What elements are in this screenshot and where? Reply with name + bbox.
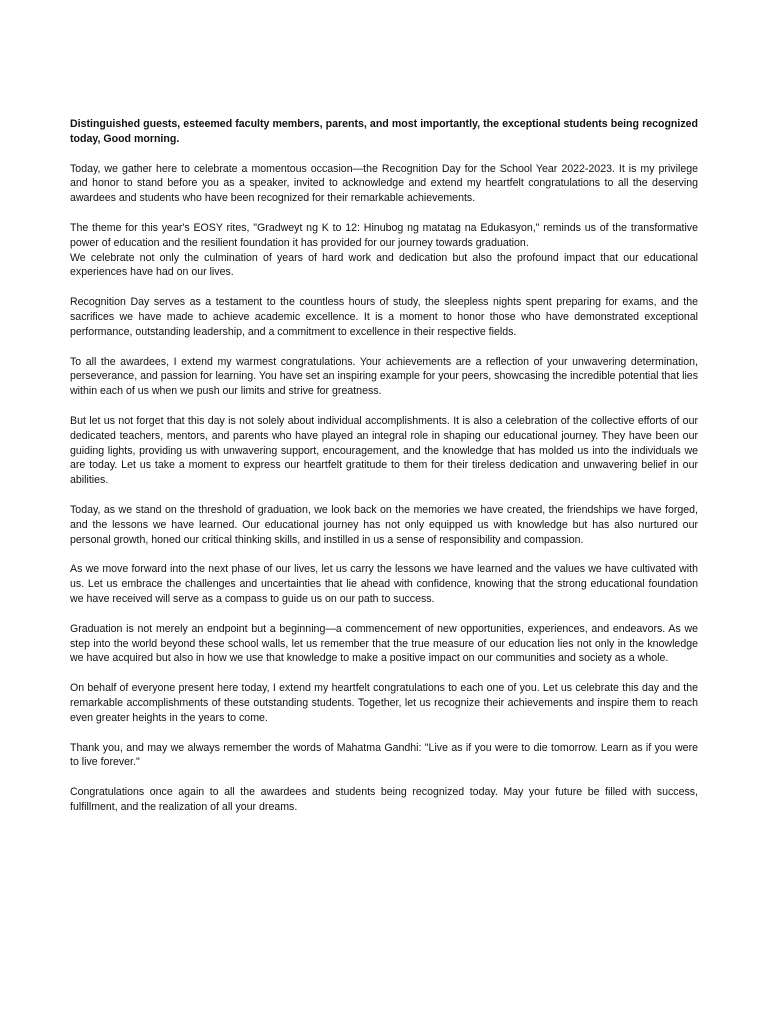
paragraph-opening: Today, we gather here to celebrate a momentous occasion—the Recognition Day for the School Year 2022-2023. It is my privilege and honor to stand before you as a speaker, invited to acknowledge and extend my heartfelt congratulations to all the deserving awardees and students who have been recognized for their remarkable achievements. xyxy=(70,162,698,205)
paragraph-theme: The theme for this year's EOSY rites, "Gradweyt ng K to 12: Hinubog ng matatag na Edukasyon," reminds us of the transformative power of education and the resilient foundation it has provided for our journey towards graduation. xyxy=(70,221,698,249)
paragraph-celebrate: We celebrate not only the culmination of years of hard work and dedication but also the profound impact that our educational experiences have had on our lives. xyxy=(70,251,698,279)
paragraph-recognition-day: Recognition Day serves as a testament to the countless hours of study, the sleepless nights spent preparing for exams, and the sacrifices we have made to achieve academic excellence. It is a moment to honor those who have demonstrated exceptional performance, outstanding leadership, and a commitment to excellence in their respective fields. xyxy=(70,296,698,338)
paragraph-gandhi-quote: Thank you, and may we always remember the words of Mahatma Gandhi: "Live as if you were to die tomorrow. Learn as if you were to live forever." xyxy=(70,741,698,769)
speech-document xyxy=(70,117,698,830)
paragraph-closing: Congratulations once again to all the awardees and students being recognized today. May your future be filled with success, fulfillment, and the realization of all your dreams. xyxy=(70,786,698,813)
paragraph-threshold: Today, as we stand on the threshold of graduation, we look back on the memories we have created, the friendships we have forged, and the lessons we have learned. Our educational journey has not only equipped us with knowledge but has also nurtured our personal growth, honed our critical thinking skills, and instilled in us a sense of responsibility and compassion. xyxy=(70,503,698,546)
paragraph-on-behalf: On behalf of everyone present here today, I extend my heartfelt congratulations to each one of you. Let us celebrate this day and the remarkable accomplishments of these outstanding students. Together, let us recognize their achievements and inspire them to reach even greater heights in the years to come. xyxy=(70,682,698,724)
paragraph-moving-forward: As we move forward into the next phase of our lives, let us carry the lessons we have learned and the values we have cultivated with us. Let us embrace the challenges and uncertainties that lie ahead with confidence, knowing that the strong educational foundation we have received will serve as a compass to guide us on our path to success. xyxy=(70,563,698,605)
paragraph-graduation: Graduation is not merely an endpoint but a beginning—a commencement of new opportunities, experiences, and endeavors. As we step into the world beyond these school walls, let us remember that the true measure of our education lies not only in the knowledge we have acquired but also in how we use that knowledge to make a positive impact on our communities and society as a whole. xyxy=(70,622,698,665)
paragraph-collective-efforts: But let us not forget that this day is not solely about individual accomplishments. It is also a celebration of the collective efforts of our dedicated teachers, mentors, and parents who have played an integral role in shaping our educational journey. They have been our guiding lights, providing us with unwavering support, encouragement, and the knowledge that has molded us into the individuals we are today. Let us take a moment to express our heartfelt gratitude to them for their tireless dedication and unwavering belief in our abilities. xyxy=(70,414,698,487)
greeting-paragraph: Distinguished guests, esteemed faculty members, parents, and most importantly, the exceptional students being recognized today, Good morning. xyxy=(70,118,698,145)
paragraph-awardees: To all the awardees, I extend my warmest congratulations. Your achievements are a reflection of your unwavering determination, perseverance, and passion for learning. You have set an inspiring example for your peers, showcasing the incredible potential that lies within each of us when we push our limits and strive for greatness. xyxy=(70,355,698,398)
